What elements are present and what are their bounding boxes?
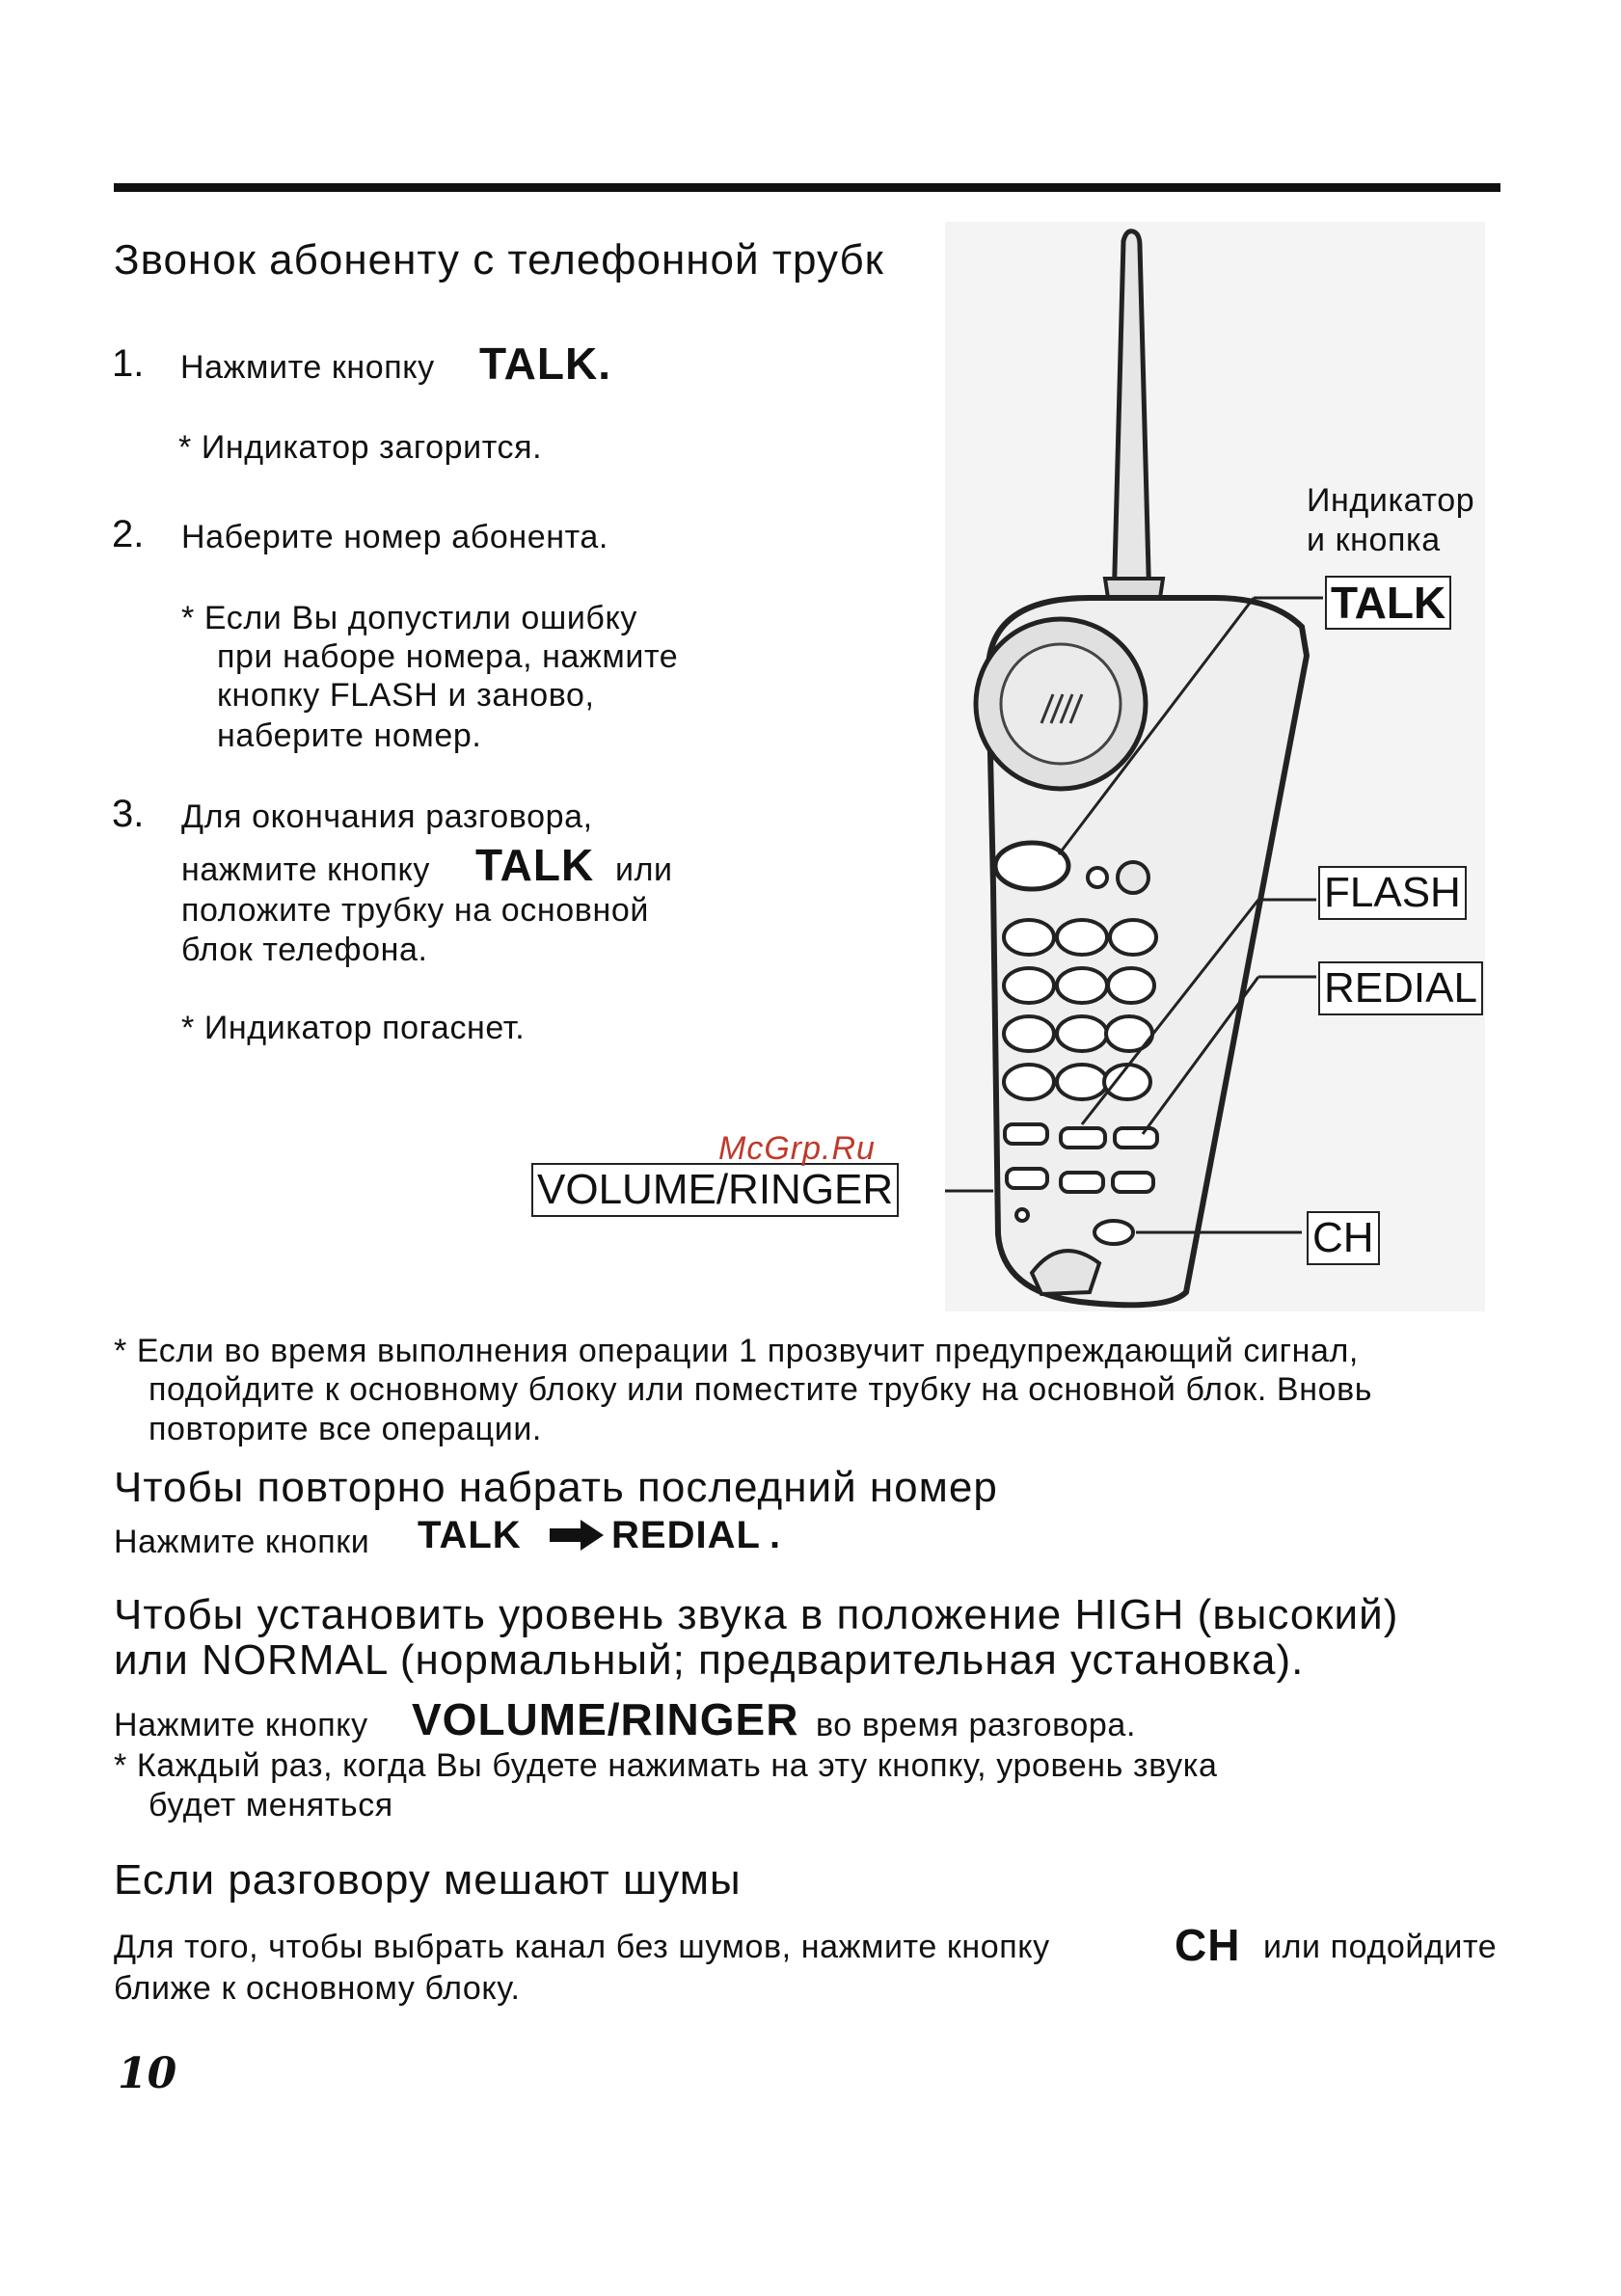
step-1-note: * Индикатор загорится. (178, 429, 543, 466)
step-1-key: TALK. (479, 338, 612, 389)
step-3-note: * Индикатор погаснет. (181, 1010, 526, 1046)
redial-text: Нажмите кнопки (114, 1524, 370, 1560)
noise-text-c: ближе к основному блоку. (114, 1970, 521, 2007)
step-2-note-line-1: * Если Вы допустили ошибку (181, 600, 637, 636)
talk-callout: TALK (1325, 576, 1451, 630)
step-2-text: Наберите номер абонента. (181, 519, 608, 555)
page-number: 10 (118, 2049, 177, 2098)
indicator-label-line-2: и кнопка (1307, 522, 1441, 558)
step-3-text-d: положите трубку на основной (181, 892, 649, 929)
step-2-number: 2. (112, 513, 145, 555)
noise-text-a: Для того, чтобы выбрать канал без шумов, нажмите кнопку (114, 1929, 1050, 1965)
volume-ringer-callout: VOLUME/RINGER (531, 1163, 899, 1217)
step-2-note-line-2: при наборе номера, нажмите (217, 638, 679, 675)
step-3-key: TALK (475, 840, 595, 890)
warning-line-1: * Если во время выполнения операции 1 прозвучит предупреждающий сигнал, (114, 1333, 1359, 1369)
redial-period: . (770, 1514, 782, 1556)
volume-text-a: Нажмите кнопку (114, 1707, 368, 1743)
noise-key: CH (1175, 1920, 1241, 1970)
step-3-text-e: блок телефона. (181, 932, 428, 968)
step-3-text-c: или (615, 851, 673, 888)
warning-line-3: повторите все операции. (149, 1411, 542, 1447)
step-2-note-line-3: кнопку FLASH и заново, (217, 677, 595, 714)
top-rule (114, 183, 1500, 192)
indicator-label-line-1: Индикатор (1307, 482, 1475, 519)
volume-key: VOLUME/RINGER (412, 1694, 799, 1744)
redial-title: Чтобы повторно набрать последний номер (114, 1464, 998, 1511)
noise-text-b: или подойдите (1263, 1929, 1498, 1965)
watermark: McGrp.Ru (718, 1130, 876, 1167)
volume-title-line-2: или NORMAL (нормальный; предварительная установка). (114, 1636, 1305, 1684)
flash-callout: FLASH (1318, 866, 1467, 920)
warning-line-2: подойдите к основному блоку или поместите трубку на основной блок. Вновь (149, 1371, 1373, 1408)
step-3-number: 3. (112, 793, 145, 835)
ch-callout: CH (1307, 1211, 1380, 1265)
redial-callout: REDIAL (1318, 961, 1483, 1015)
section-title: Звонок абоненту с телефонной трубк (114, 236, 884, 284)
handset-illustration (926, 212, 1514, 1321)
step-3-text-a: Для окончания разговора, (181, 798, 593, 835)
redial-key-redial: REDIAL (611, 1514, 761, 1556)
redial-key-talk: TALK (418, 1514, 522, 1556)
step-3-text-b: нажмите кнопку (181, 851, 430, 888)
step-1-number: 1. (112, 342, 145, 385)
noise-title: Если разговору мешают шумы (114, 1856, 742, 1904)
volume-note-line-1: * Каждый раз, когда Вы будете нажимать на эту кнопку, уровень звука (114, 1747, 1218, 1784)
volume-title-line-1: Чтобы установить уровень звука в положение HIGH (высокий) (114, 1591, 1399, 1638)
arrow-right-icon (548, 1518, 606, 1553)
step-2-note-line-4: наберите номер. (217, 717, 482, 754)
volume-note-line-2: будет меняться (149, 1787, 393, 1823)
step-1-text: Нажмите кнопку (180, 349, 435, 386)
volume-text-b: во время разговора. (816, 1707, 1136, 1743)
